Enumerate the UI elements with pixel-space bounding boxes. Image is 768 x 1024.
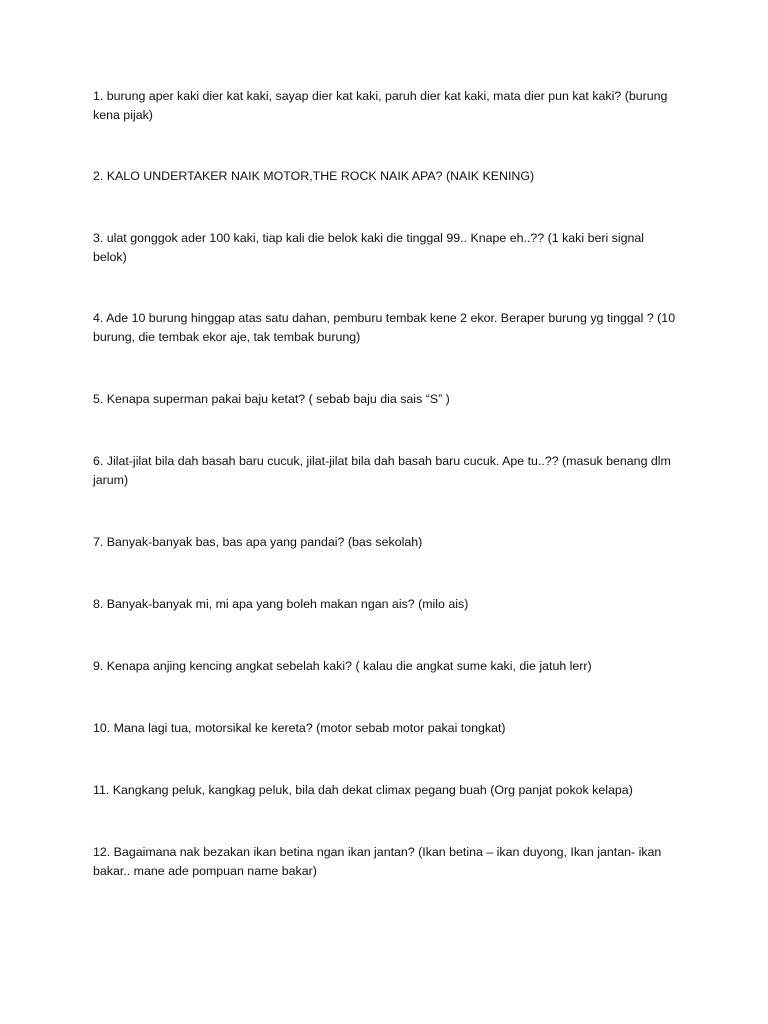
riddle-12: 12. Bagaimana nak bezakan ikan betina ngan ikan jantan? (Ikan betina – ikan duyong, Ikan jantan- ikan bakar.. mane ade pompuan name bakar)	[93, 845, 662, 878]
riddle-1: 1. burung aper kaki dier kat kaki, sayap dier kat kaki, paruh dier kat kaki, mata dier pun kat kaki? (burung kena pijak)	[93, 89, 668, 122]
riddle-3: 3. ulat gonggok ader 100 kaki, tiap kali die belok kaki die tinggal 99.. Knape eh..?? (1 kaki beri signal belok)	[93, 231, 645, 264]
riddle-11: 11. Kangkang peluk, kangkag peluk, bila dah dekat climax pegang buah (Org panjat pokok kelapa)	[93, 783, 633, 797]
riddle-8: 8. Banyak-banyak mi, mi apa yang boleh makan ngan ais? (milo ais)	[93, 597, 469, 611]
riddle-6: 6. Jilat-jilat bila dah basah baru cucuk, jilat-jilat bila dah basah baru cucuk. Ape tu..?? (masuk benang dlm jarum)	[93, 454, 671, 487]
riddle-9: 9. Kenapa anjing kencing angkat sebelah kaki? ( kalau die angkat sume kaki, die jatuh lerr)	[93, 659, 592, 673]
riddle-7: 7. Banyak-banyak bas, bas apa yang pandai? (bas sekolah)	[93, 535, 423, 549]
riddle-4: 4. Ade 10 burung hinggap atas satu dahan, pemburu tembak kene 2 ekor. Beraper burung yg tinggal ? (10 burung, die tembak ekor aje, tak tembak burung)	[93, 311, 676, 344]
riddle-2: 2. KALO UNDERTAKER NAIK MOTOR,THE ROCK NAIK APA? (NAIK KENING)	[93, 169, 535, 183]
riddle-10: 10. Mana lagi tua, motorsikal ke kereta? (motor sebab motor pakai tongkat)	[93, 721, 506, 735]
riddle-5: 5. Kenapa superman pakai baju ketat? ( sebab baju dia sais “S” )	[93, 392, 450, 406]
